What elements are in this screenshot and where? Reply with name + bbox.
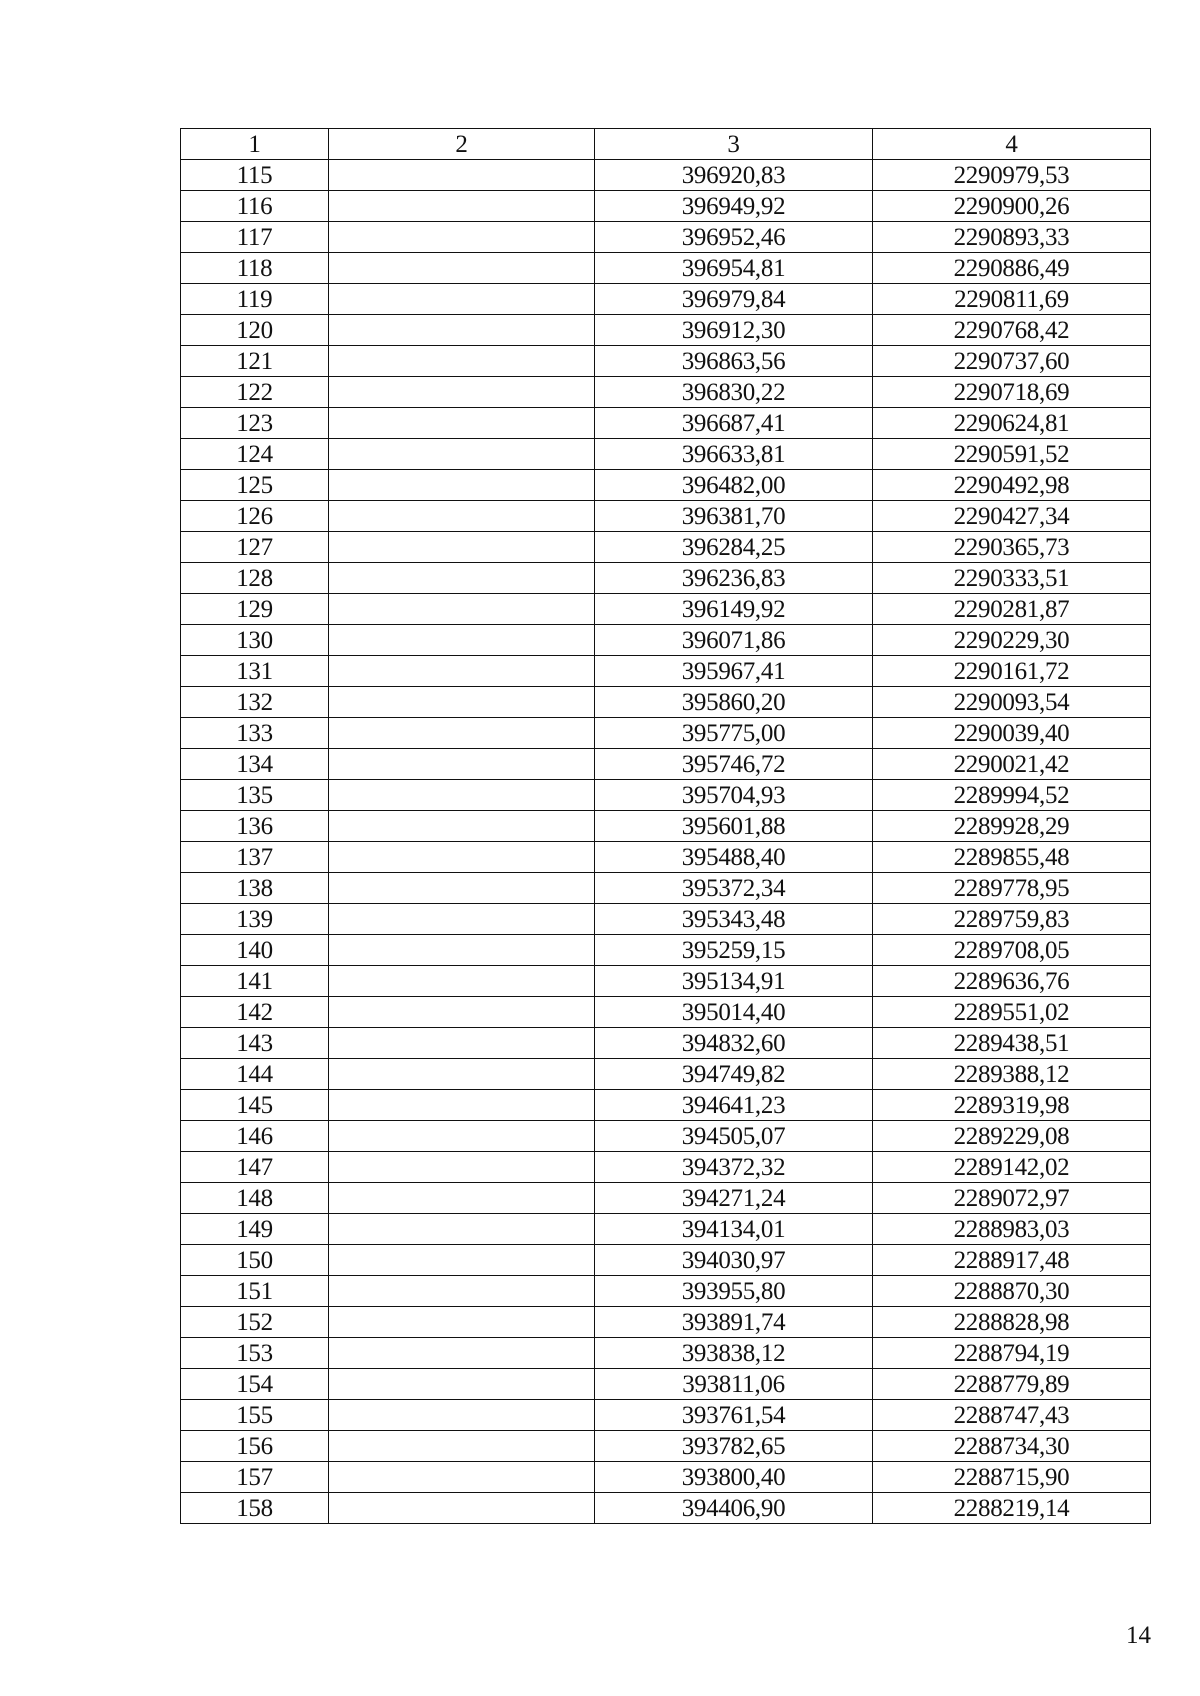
- table-cell-col-3: 396071,86: [595, 625, 873, 656]
- table-cell-col-4: 2290229,30: [873, 625, 1151, 656]
- table-cell-col-2: [329, 873, 595, 904]
- table-row: [181, 160, 1151, 191]
- table-cell-col-2: [329, 1338, 595, 1369]
- column-header-3: 3: [595, 129, 873, 160]
- table-cell-col-4: 2290811,69: [873, 284, 1151, 315]
- table-cell-col-2: [329, 1183, 595, 1214]
- table-cell-col-3: 396284,25: [595, 532, 873, 563]
- table-row: [181, 253, 1151, 284]
- table-cell-col-2: [329, 160, 595, 191]
- table-cell-col-4: 2290492,98: [873, 470, 1151, 501]
- table-cell-col-3: 396236,83: [595, 563, 873, 594]
- table-cell-col-1: 122: [181, 377, 329, 408]
- table-cell-col-2: [329, 1245, 595, 1276]
- table-cell-col-3: 395488,40: [595, 842, 873, 873]
- table-cell-col-3: 395343,48: [595, 904, 873, 935]
- table-cell-col-3: 395601,88: [595, 811, 873, 842]
- table-row: [181, 625, 1151, 656]
- table-cell-col-2: [329, 1493, 595, 1524]
- table-cell-col-3: 396633,81: [595, 439, 873, 470]
- table-cell-col-4: 2289551,02: [873, 997, 1151, 1028]
- table-row: [181, 284, 1151, 315]
- table-cell-col-4: 2288715,90: [873, 1462, 1151, 1493]
- table-cell-col-4: 2290161,72: [873, 656, 1151, 687]
- table-cell-col-3: 394271,24: [595, 1183, 873, 1214]
- table-row: [181, 811, 1151, 842]
- table-cell-col-3: 393811,06: [595, 1369, 873, 1400]
- table-cell-col-1: 155: [181, 1400, 329, 1431]
- table-cell-col-3: 396979,84: [595, 284, 873, 315]
- table-cell-col-2: [329, 904, 595, 935]
- table-cell-col-3: 393782,65: [595, 1431, 873, 1462]
- table-cell-col-1: 151: [181, 1276, 329, 1307]
- table-row: [181, 191, 1151, 222]
- column-header-4: 4: [873, 129, 1151, 160]
- table-cell-col-2: [329, 1400, 595, 1431]
- table-cell-col-4: 2290093,54: [873, 687, 1151, 718]
- table-cell-col-3: 393761,54: [595, 1400, 873, 1431]
- table-row: [181, 1090, 1151, 1121]
- table-cell-col-4: 2290039,40: [873, 718, 1151, 749]
- table-row: [181, 1338, 1151, 1369]
- table-cell-col-4: 2289072,97: [873, 1183, 1151, 1214]
- table-cell-col-4: 2288747,43: [873, 1400, 1151, 1431]
- table-cell-col-3: 396149,92: [595, 594, 873, 625]
- table-row: [181, 594, 1151, 625]
- table-cell-col-2: [329, 377, 595, 408]
- table-cell-col-2: [329, 1121, 595, 1152]
- table-cell-col-4: 2288779,89: [873, 1369, 1151, 1400]
- table-row: [181, 1245, 1151, 1276]
- table-cell-col-3: 394832,60: [595, 1028, 873, 1059]
- table-cell-col-4: 2288794,19: [873, 1338, 1151, 1369]
- table-cell-col-2: [329, 625, 595, 656]
- table-row: [181, 1462, 1151, 1493]
- table-cell-col-1: 139: [181, 904, 329, 935]
- table-cell-col-3: 394505,07: [595, 1121, 873, 1152]
- table-row: [181, 1152, 1151, 1183]
- table-cell-col-2: [329, 1059, 595, 1090]
- table-cell-col-1: 123: [181, 408, 329, 439]
- table-cell-col-3: 393800,40: [595, 1462, 873, 1493]
- table-cell-col-3: 395860,20: [595, 687, 873, 718]
- table-cell-col-4: 2290591,52: [873, 439, 1151, 470]
- table-cell-col-4: 2289319,98: [873, 1090, 1151, 1121]
- table-cell-col-1: 141: [181, 966, 329, 997]
- table-row: [181, 1493, 1151, 1524]
- table-cell-col-1: 150: [181, 1245, 329, 1276]
- table-cell-col-1: 115: [181, 160, 329, 191]
- table-row: [181, 780, 1151, 811]
- table-cell-col-1: 147: [181, 1152, 329, 1183]
- table-cell-col-3: 396952,46: [595, 222, 873, 253]
- table-cell-col-3: 394641,23: [595, 1090, 873, 1121]
- table-row: [181, 439, 1151, 470]
- column-header-2: 2: [329, 129, 595, 160]
- table-cell-col-1: 146: [181, 1121, 329, 1152]
- table-row: [181, 346, 1151, 377]
- table-cell-col-3: 393955,80: [595, 1276, 873, 1307]
- table-cell-col-2: [329, 656, 595, 687]
- table-cell-col-4: 2288983,03: [873, 1214, 1151, 1245]
- table-cell-col-2: [329, 1431, 595, 1462]
- table-row: [181, 1431, 1151, 1462]
- table-row: [181, 966, 1151, 997]
- table-cell-col-1: 145: [181, 1090, 329, 1121]
- table-cell-col-1: 129: [181, 594, 329, 625]
- table-cell-col-1: 120: [181, 315, 329, 346]
- table-cell-col-3: 396920,83: [595, 160, 873, 191]
- table-row: [181, 532, 1151, 563]
- table-row: [181, 1400, 1151, 1431]
- table-cell-col-4: 2290624,81: [873, 408, 1151, 439]
- column-header-1: 1: [181, 129, 329, 160]
- table-cell-col-1: 143: [181, 1028, 329, 1059]
- table-cell-col-1: 116: [181, 191, 329, 222]
- table-cell-col-2: [329, 1152, 595, 1183]
- table-cell-col-1: 127: [181, 532, 329, 563]
- table-cell-col-1: 153: [181, 1338, 329, 1369]
- table-row: [181, 997, 1151, 1028]
- table-cell-col-4: 2288828,98: [873, 1307, 1151, 1338]
- table-cell-col-3: 395967,41: [595, 656, 873, 687]
- table-cell-col-3: 395134,91: [595, 966, 873, 997]
- table-cell-col-2: [329, 1307, 595, 1338]
- table-cell-col-2: [329, 1369, 595, 1400]
- table-cell-col-2: [329, 1090, 595, 1121]
- table-cell-col-1: 152: [181, 1307, 329, 1338]
- table-cell-col-3: 396949,92: [595, 191, 873, 222]
- table-cell-col-3: 394749,82: [595, 1059, 873, 1090]
- table-cell-col-2: [329, 315, 595, 346]
- table-cell-col-1: 144: [181, 1059, 329, 1090]
- table-cell-col-1: 140: [181, 935, 329, 966]
- table-cell-col-4: 2288917,48: [873, 1245, 1151, 1276]
- table-cell-col-1: 137: [181, 842, 329, 873]
- table-cell-col-1: 125: [181, 470, 329, 501]
- table-cell-col-4: 2290427,34: [873, 501, 1151, 532]
- table-cell-col-4: 2289855,48: [873, 842, 1151, 873]
- table-row: [181, 1307, 1151, 1338]
- table-cell-col-1: 158: [181, 1493, 329, 1524]
- table-cell-col-2: [329, 594, 595, 625]
- table-header-row: [181, 129, 1151, 160]
- table-cell-col-3: 396863,56: [595, 346, 873, 377]
- table-cell-col-2: [329, 532, 595, 563]
- table-cell-col-3: 395259,15: [595, 935, 873, 966]
- table-cell-col-2: [329, 222, 595, 253]
- table-row: [181, 935, 1151, 966]
- table-cell-col-3: 395372,34: [595, 873, 873, 904]
- table-cell-col-2: [329, 749, 595, 780]
- table-cell-col-1: 131: [181, 656, 329, 687]
- table-cell-col-2: [329, 1214, 595, 1245]
- table-row: [181, 687, 1151, 718]
- table-cell-col-2: [329, 811, 595, 842]
- table-cell-col-4: 2290893,33: [873, 222, 1151, 253]
- table-row: [181, 1214, 1151, 1245]
- table-cell-col-1: 156: [181, 1431, 329, 1462]
- table-row: [181, 408, 1151, 439]
- table-cell-col-1: 132: [181, 687, 329, 718]
- table-cell-col-2: [329, 470, 595, 501]
- table-cell-col-3: 396830,22: [595, 377, 873, 408]
- table-cell-col-4: 2290021,42: [873, 749, 1151, 780]
- table-cell-col-2: [329, 842, 595, 873]
- table-cell-col-2: [329, 501, 595, 532]
- table-cell-col-4: 2289229,08: [873, 1121, 1151, 1152]
- table-row: [181, 873, 1151, 904]
- table-cell-col-4: 2289142,02: [873, 1152, 1151, 1183]
- table-cell-col-1: 119: [181, 284, 329, 315]
- table-cell-col-4: 2289636,76: [873, 966, 1151, 997]
- table-cell-col-1: 126: [181, 501, 329, 532]
- table-cell-col-2: [329, 687, 595, 718]
- table-cell-col-4: 2288734,30: [873, 1431, 1151, 1462]
- table-cell-col-1: 157: [181, 1462, 329, 1493]
- table-cell-col-4: 2290718,69: [873, 377, 1151, 408]
- table-row: [181, 1276, 1151, 1307]
- table-cell-col-2: [329, 780, 595, 811]
- table-cell-col-3: 396482,00: [595, 470, 873, 501]
- table-cell-col-4: 2288870,30: [873, 1276, 1151, 1307]
- table-cell-col-4: 2289438,51: [873, 1028, 1151, 1059]
- table-cell-col-1: 136: [181, 811, 329, 842]
- table-row: [181, 1059, 1151, 1090]
- table-cell-col-4: 2289708,05: [873, 935, 1151, 966]
- table-cell-col-1: 142: [181, 997, 329, 1028]
- table-cell-col-1: 133: [181, 718, 329, 749]
- table-body: [181, 160, 1151, 1524]
- coordinates-table: [180, 128, 1151, 1524]
- table-cell-col-1: 148: [181, 1183, 329, 1214]
- table-row: [181, 222, 1151, 253]
- table-cell-col-1: 121: [181, 346, 329, 377]
- table-cell-col-3: 393891,74: [595, 1307, 873, 1338]
- table-cell-col-3: 396912,30: [595, 315, 873, 346]
- table-cell-col-3: 395746,72: [595, 749, 873, 780]
- table-cell-col-3: 396954,81: [595, 253, 873, 284]
- page-number: 14: [1126, 1622, 1151, 1649]
- table-cell-col-2: [329, 191, 595, 222]
- table-cell-col-1: 154: [181, 1369, 329, 1400]
- table-cell-col-2: [329, 346, 595, 377]
- table-cell-col-3: 395775,00: [595, 718, 873, 749]
- table-cell-col-3: 394372,32: [595, 1152, 873, 1183]
- table-cell-col-3: 394134,01: [595, 1214, 873, 1245]
- table-cell-col-4: 2290900,26: [873, 191, 1151, 222]
- table-row: [181, 904, 1151, 935]
- table-row: [181, 1028, 1151, 1059]
- table-cell-col-1: 128: [181, 563, 329, 594]
- table-row: [181, 656, 1151, 687]
- table-cell-col-4: 2290365,73: [873, 532, 1151, 563]
- table-row: [181, 563, 1151, 594]
- table-cell-col-2: [329, 284, 595, 315]
- table-cell-col-1: 130: [181, 625, 329, 656]
- table-row: [181, 470, 1151, 501]
- table-cell-col-3: 395014,40: [595, 997, 873, 1028]
- table-cell-col-1: 118: [181, 253, 329, 284]
- table-cell-col-2: [329, 439, 595, 470]
- table-cell-col-3: 394030,97: [595, 1245, 873, 1276]
- table-row: [181, 1183, 1151, 1214]
- table-cell-col-4: 2289994,52: [873, 780, 1151, 811]
- table-row: [181, 377, 1151, 408]
- table-cell-col-3: 396687,41: [595, 408, 873, 439]
- table-cell-col-4: 2290979,53: [873, 160, 1151, 191]
- table-row: [181, 1369, 1151, 1400]
- table-cell-col-3: 393838,12: [595, 1338, 873, 1369]
- table-cell-col-1: 117: [181, 222, 329, 253]
- table-cell-col-2: [329, 408, 595, 439]
- table-cell-col-4: 2290737,60: [873, 346, 1151, 377]
- table-cell-col-4: 2290281,87: [873, 594, 1151, 625]
- table-cell-col-2: [329, 997, 595, 1028]
- table-row: [181, 501, 1151, 532]
- table-cell-col-1: 135: [181, 780, 329, 811]
- table-cell-col-3: 396381,70: [595, 501, 873, 532]
- table-cell-col-2: [329, 1276, 595, 1307]
- table-cell-col-3: 394406,90: [595, 1493, 873, 1524]
- table-cell-col-4: 2290768,42: [873, 315, 1151, 346]
- table-row: [181, 315, 1151, 346]
- table-row: [181, 842, 1151, 873]
- table-cell-col-3: 395704,93: [595, 780, 873, 811]
- table-cell-col-4: 2290333,51: [873, 563, 1151, 594]
- table-cell-col-1: 149: [181, 1214, 329, 1245]
- table-row: [181, 749, 1151, 780]
- table-cell-col-1: 138: [181, 873, 329, 904]
- table-row: [181, 718, 1151, 749]
- table-cell-col-4: 2289778,95: [873, 873, 1151, 904]
- table-cell-col-4: 2289388,12: [873, 1059, 1151, 1090]
- table-cell-col-1: 124: [181, 439, 329, 470]
- table-cell-col-2: [329, 563, 595, 594]
- table-cell-col-4: 2289759,83: [873, 904, 1151, 935]
- table-cell-col-2: [329, 1028, 595, 1059]
- table-cell-col-1: 134: [181, 749, 329, 780]
- table-cell-col-2: [329, 718, 595, 749]
- table-cell-col-2: [329, 1462, 595, 1493]
- table-cell-col-2: [329, 935, 595, 966]
- table-cell-col-4: 2288219,14: [873, 1493, 1151, 1524]
- table-cell-col-2: [329, 966, 595, 997]
- table-cell-col-2: [329, 253, 595, 284]
- table-row: [181, 1121, 1151, 1152]
- table-cell-col-4: 2290886,49: [873, 253, 1151, 284]
- table-cell-col-4: 2289928,29: [873, 811, 1151, 842]
